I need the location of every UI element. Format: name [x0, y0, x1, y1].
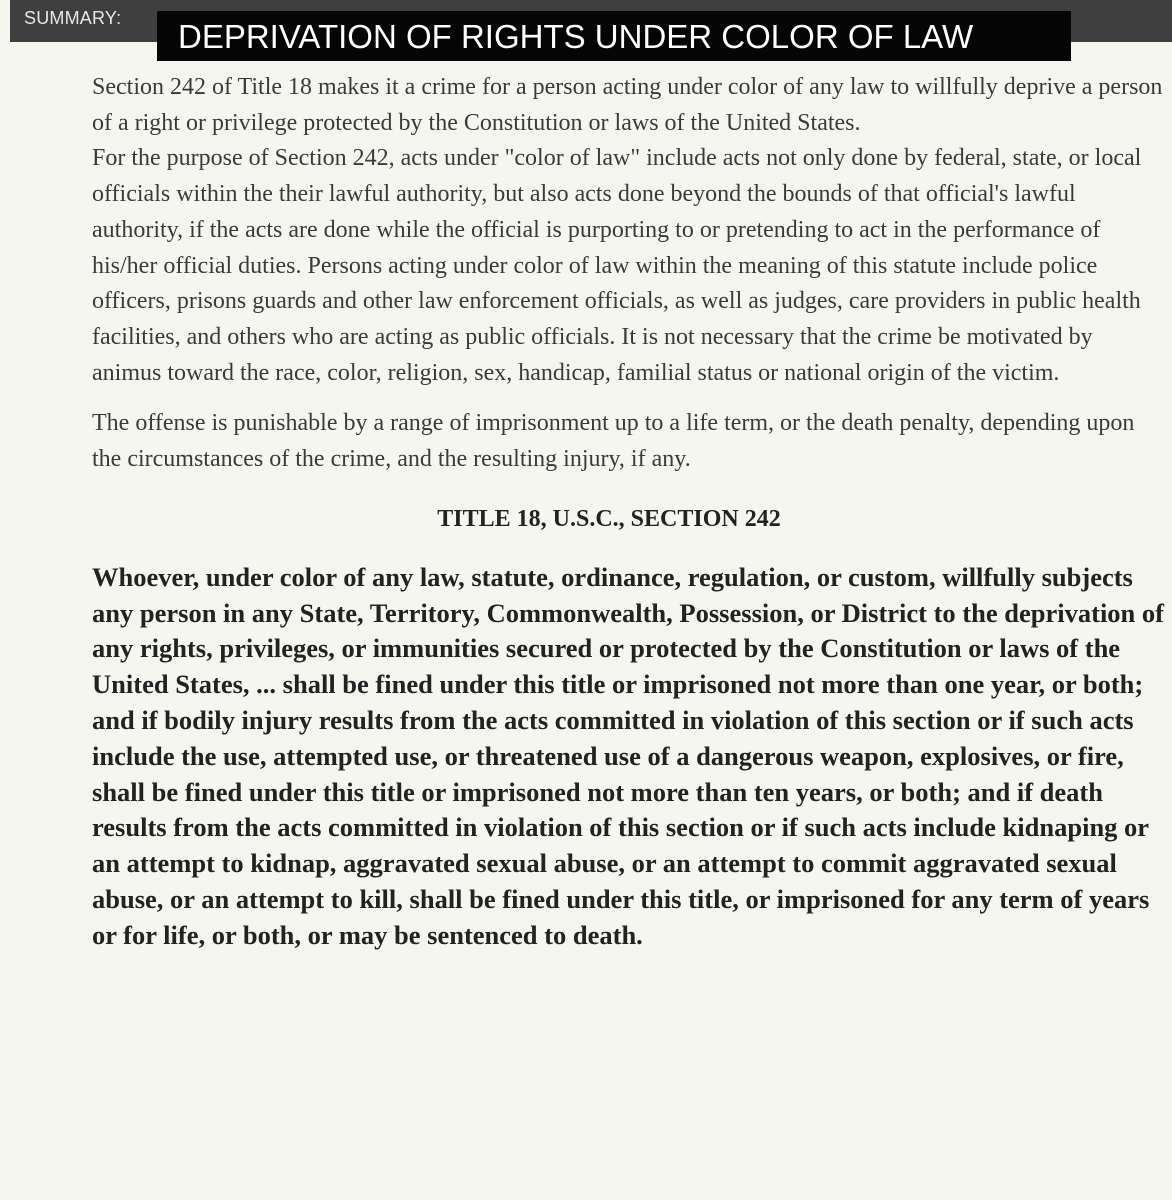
- document-body: [92, 70, 1164, 954]
- summary-paragraph-3: The offense is punishable by a range of imprisonment up to a life term, or the death penalty, depending upon the circumstances of the crime, and the resulting injury, if any.: [92, 410, 1135, 473]
- statute-text: Whoever, under color of any law, statute, ordinance, regulation, or custom, willfully subjects any person in any State, Territory, Commonwealth, Possession, or District to the deprivation of any rights, privileges, or immunities secured or protected by the Constitution or laws of the United States, ... shall be fined under this title or imprisoned not more than one year, or both; and if bodily injury results from the acts committed in violation of this section or if such acts include the use, attempted use, or threatened use of a dangerous weapon, explosives, or fire, shall be fined under this title or imprisoned not more than ten years, or both; and if death results from the acts committed in violation of this section or if such acts include kidnaping or an attempt to kidnap, aggravated sexual abuse, or an attempt to commit aggravated sexual abuse, or an attempt to kill, shall be fined under this title, or imprisoned for any term of years or for life, or both, or may be sentenced to death.: [92, 561, 1164, 950]
- page-title: DEPRIVATION OF RIGHTS UNDER COLOR OF LAW: [178, 18, 974, 55]
- summary-paragraph-1: Section 242 of Title 18 makes it a crime for a person acting under color of any law to willfully deprive a person of a right or privilege protected by the Constitution or laws of the United States.: [92, 74, 1163, 136]
- section-heading: TITLE 18, U.S.C., SECTION 242: [437, 505, 781, 532]
- summary-label: SUMMARY:: [24, 8, 122, 28]
- summary-paragraph-2: For the purpose of Section 242, acts under "color of law" include acts not only done by federal, state, or local officials within the their lawful authority, but also acts done beyond the bounds of that official's lawful authority, if the acts are done while the official is purporting to or pretending to act in the performance of his/her official duties. Persons acting under color of law within the meaning of this statute include police officers, prisons guards and other law enforcement officials, as well as judges, care providers in public health facilities, and others who are acting as public officials. It is not necessary that the crime be motivated by animus toward the race, color, religion, sex, handicap, familial status or national origin of the victim.: [92, 145, 1142, 386]
